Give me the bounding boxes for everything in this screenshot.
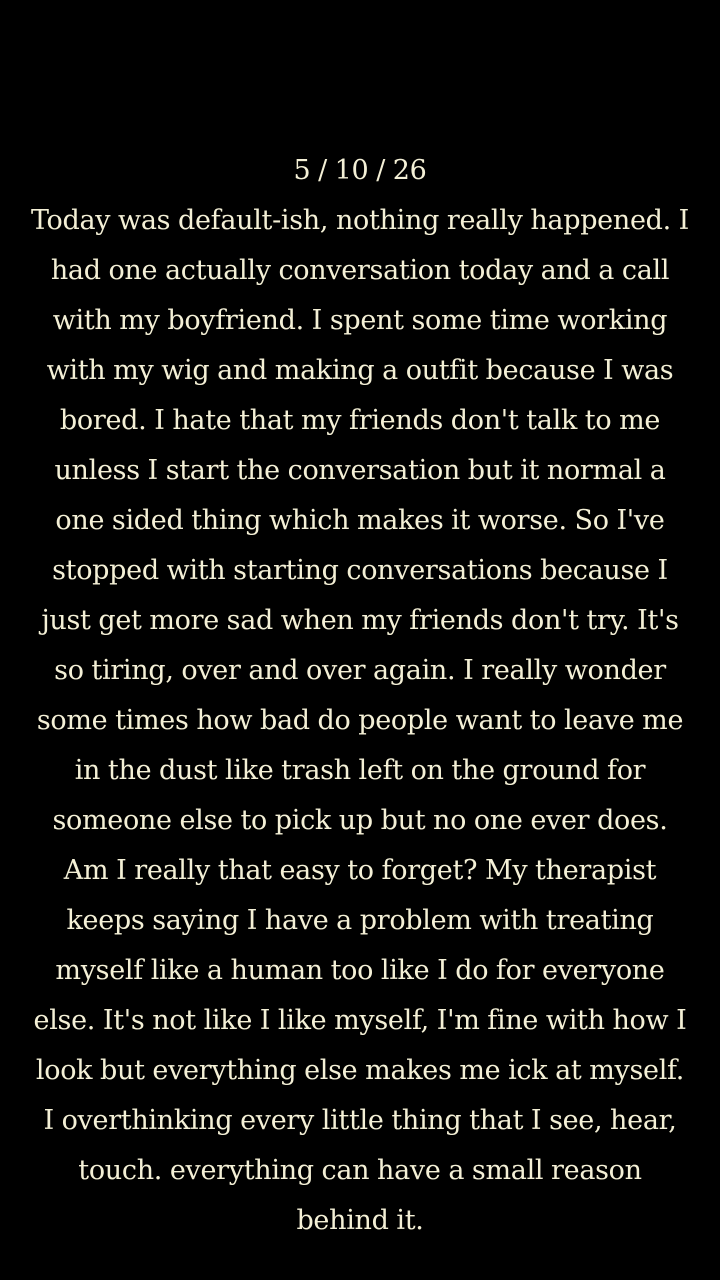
story-text-block [30,146,690,1246]
story-body-text: Today was default-ish, nothing really happened. I had one actually conversation today and a call with my boyfriend. I spent some time working with my wig and making a outfit because I was bored. I hate that my friends don't talk to me unless I start the conversation but it normal a one sided thing which makes it worse. So I've stopped with starting conversations because I just get more sad when my friends don't try. It's so tiring, over and over again. I really wonder some times how bad do people want to leave me in the dust like trash left on the ground for someone else to pick up but no one ever does. Am I really that easy to forget? My therapist keeps saying I have a problem with treating myself like a human too like I do for everyone else. It's not like I like myself, I'm fine with how I look but everything else makes me ick at myself. I overthinking every little thing that I see, hear, touch. everything can have a small reason behind it. [30,205,690,1236]
story-date: 5 / 10 / 26 [293,155,427,186]
